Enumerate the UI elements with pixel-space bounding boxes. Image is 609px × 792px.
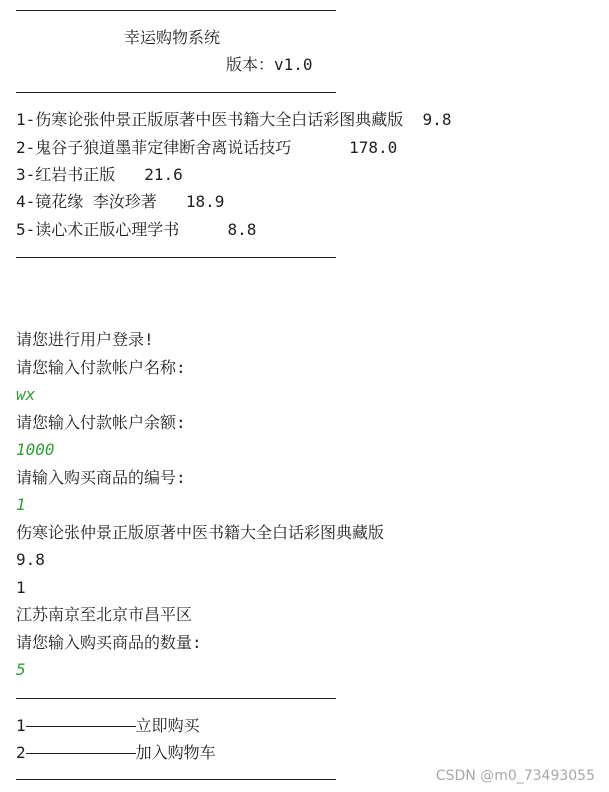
product-row: 5-读心术正版心理学书 8.8 [16,220,257,239]
product-number-prompt: 请输入购买商品的编号: [16,468,186,487]
menu-option-dash [26,726,136,727]
balance-prompt: 请您输入付款帐户余额: [16,413,186,432]
menu-option-label: 加入购物车 [135,743,216,762]
selected-product-price: 9.8 [16,550,45,569]
version-label: 版本：v1.0 [226,55,313,74]
menu-option-add-to-cart [16,743,216,763]
product-row: 1-伤寒论张仲景正版原著中医书籍大全白话彩图典藏版 9.8 [16,110,452,129]
product-row: 4-镜花缘 李汝珍著 18.9 [16,192,225,211]
separator-line [16,257,336,258]
login-prompt: 请您进行用户登录! [16,330,154,349]
separator-line [16,10,336,11]
separator-line [16,698,336,699]
selected-product-number: 1 [16,578,26,597]
balance-input: 1000 [16,440,55,459]
quantity-prompt: 请您输入购买商品的数量: [16,633,202,652]
account-name-input: wx [16,385,36,404]
product-number-input: 1 [16,495,26,514]
product-row: 3-红岩书正版 21.6 [16,165,183,184]
product-row: 2-鬼谷子狼道墨菲定律断舍离说话技巧 178.0 [16,138,398,157]
separator-line [16,92,336,93]
menu-option-buy-now [16,716,200,736]
menu-option-key: 2 [16,743,26,762]
menu-option-label: 立即购买 [135,716,200,735]
delivery-address: 江苏南京至北京市昌平区 [16,605,193,624]
system-title: 幸运购物系统 [124,28,221,47]
selected-product-name: 伤寒论张仲景正版原著中医书籍大全白话彩图典藏版 [16,523,385,542]
quantity-input: 5 [16,660,26,679]
csdn-watermark: CSDN @m0_73493055 [435,768,595,784]
menu-option-dash [26,753,136,754]
account-name-prompt: 请您输入付款帐户名称: [16,358,186,377]
menu-option-key: 1 [16,716,26,735]
separator-line [16,779,336,780]
